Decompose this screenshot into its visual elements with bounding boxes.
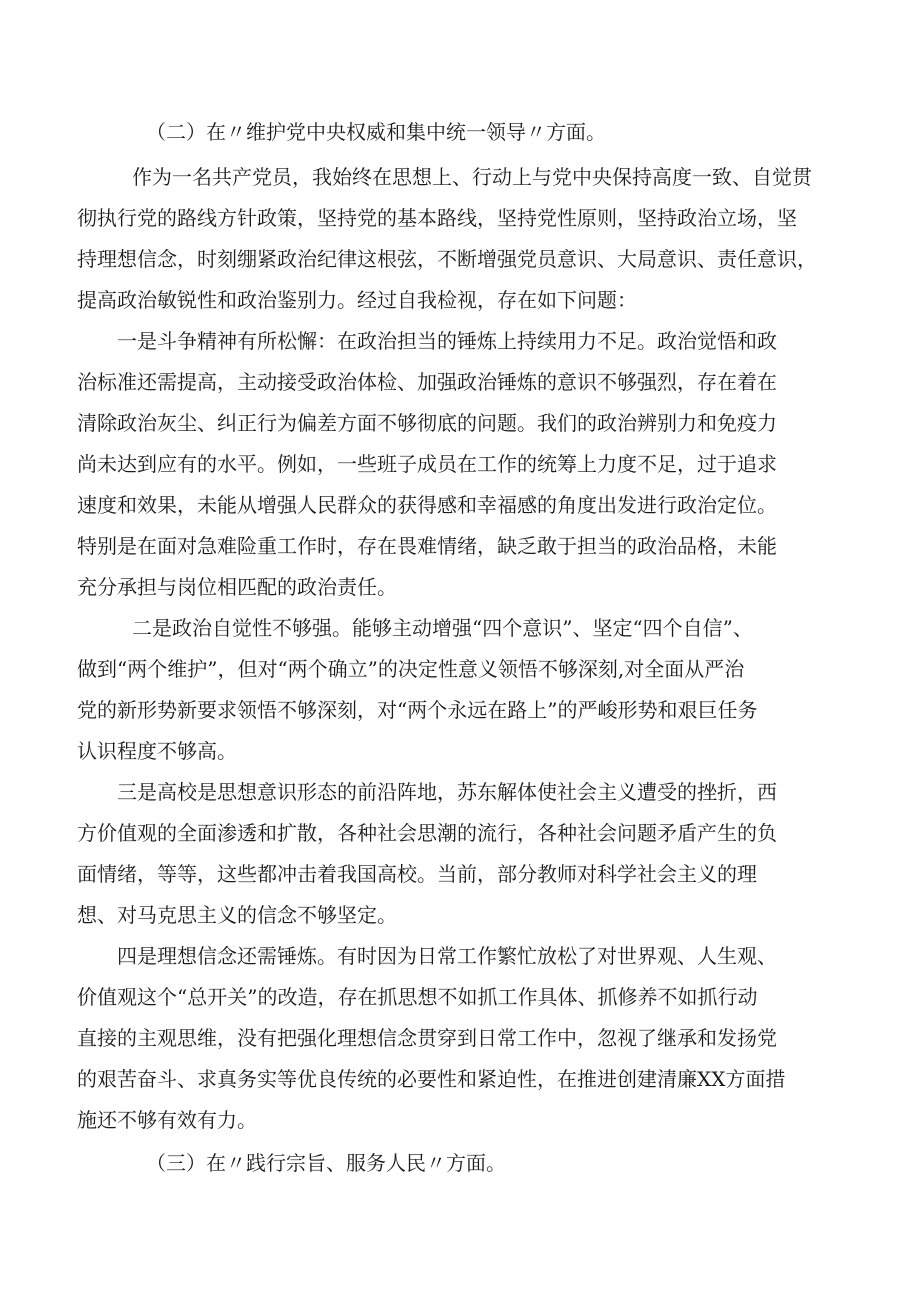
paragraph-line: 党的新形势新要求领悟不够深刻，对“两个永远在路上”的严峻形势和艰巨任务: [77, 698, 758, 722]
paragraph-line: 价值观这个“总开关”的改造，存在抓思想不如抓工作具体、抓修养不如抓行动: [77, 985, 758, 1009]
paragraph-line: 面情绪，等等，这些都冲击着我国高校。当前，部分教师对科学社会主义的理: [77, 862, 757, 886]
paragraph-line: 认识程度不够高。: [77, 739, 237, 763]
paragraph-line: 持理想信念，时刻绷紧政治纪律这根弦，不断增强党员意识、大局意识、责任意识，: [77, 247, 817, 271]
paragraph-line: 方价值观的全面渗透和扩散，各种社会思潮的流行，各种社会问题矛盾产生的负: [77, 821, 777, 845]
paragraph-line: 作为一名共产党员，我始终在思想上、行动上与党中央保持高度一致、自觉贯: [132, 165, 812, 189]
paragraph-line: 特别是在面对急难险重工作时，存在畏难情绪，缺乏敢于担当的政治品格，未能: [77, 534, 777, 558]
section-heading-3: （三）在〃践行宗旨、服务人民〃方面。: [146, 1151, 506, 1175]
paragraph-line: 速度和效果，未能从增强人民群众的获得感和幸福感的角度出发进行政治定位。: [77, 493, 777, 517]
paragraph-line: 提高政治敏锐性和政治鉴别力。经过自我检视，存在如下问题：: [77, 288, 637, 312]
paragraph-line: 四是理想信念还需锤炼。有时因为日常工作繁忙放松了对世界观、人生观、: [117, 944, 777, 968]
paragraph-line: 三是高校是思想意识形态的前沿阵地，苏东解体使社会主义遭受的挫折，西: [117, 780, 777, 804]
paragraph-line: 的艰苦奋斗、求真务实等优良传统的必要性和紧迫性，在推进创建清廉XX方面措: [77, 1067, 786, 1091]
paragraph-line: 直接的主观思维，没有把强化理想信念贯穿到日常工作中，忽视了继承和发扬党: [77, 1026, 777, 1050]
paragraph-line: 尚未达到应有的水平。例如，一些班子成员在工作的统筹上力度不足，过于追求: [77, 452, 777, 476]
paragraph-line: 治标准还需提高，主动接受政治体检、加强政治锤炼的意识不够强烈，存在着在: [77, 370, 777, 394]
paragraph-line: 二是政治自觉性不够强。能够主动增强“四个意识”、坚定“四个自信”、: [132, 616, 753, 640]
paragraph-line: 充分承担与岗位相匹配的政治责任。: [77, 575, 397, 599]
paragraph-line: 一是斗争精神有所松懈：在政治担当的锤炼上持续用力不足。政治觉悟和政: [117, 329, 777, 353]
section-heading-2: （二）在〃维护党中央权威和集中统一领导〃方面。: [146, 120, 606, 144]
paragraph-line: 想、对马克思主义的信念不够坚定。: [77, 903, 397, 927]
paragraph-line: 做到“两个维护”，但对“两个确立”的决定性意义领悟不够深刻,对全面从严治: [77, 657, 745, 681]
paragraph-line: 清除政治灰尘、纠正行为偏差方面不够彻底的问题。我们的政治辨别力和免疫力: [77, 411, 777, 435]
paragraph-line: 施还不够有效有力。: [77, 1108, 257, 1132]
paragraph-line: 彻执行党的路线方针政策，坚持党的基本路线，坚持党性原则，坚持政治立场，坚: [77, 206, 797, 230]
